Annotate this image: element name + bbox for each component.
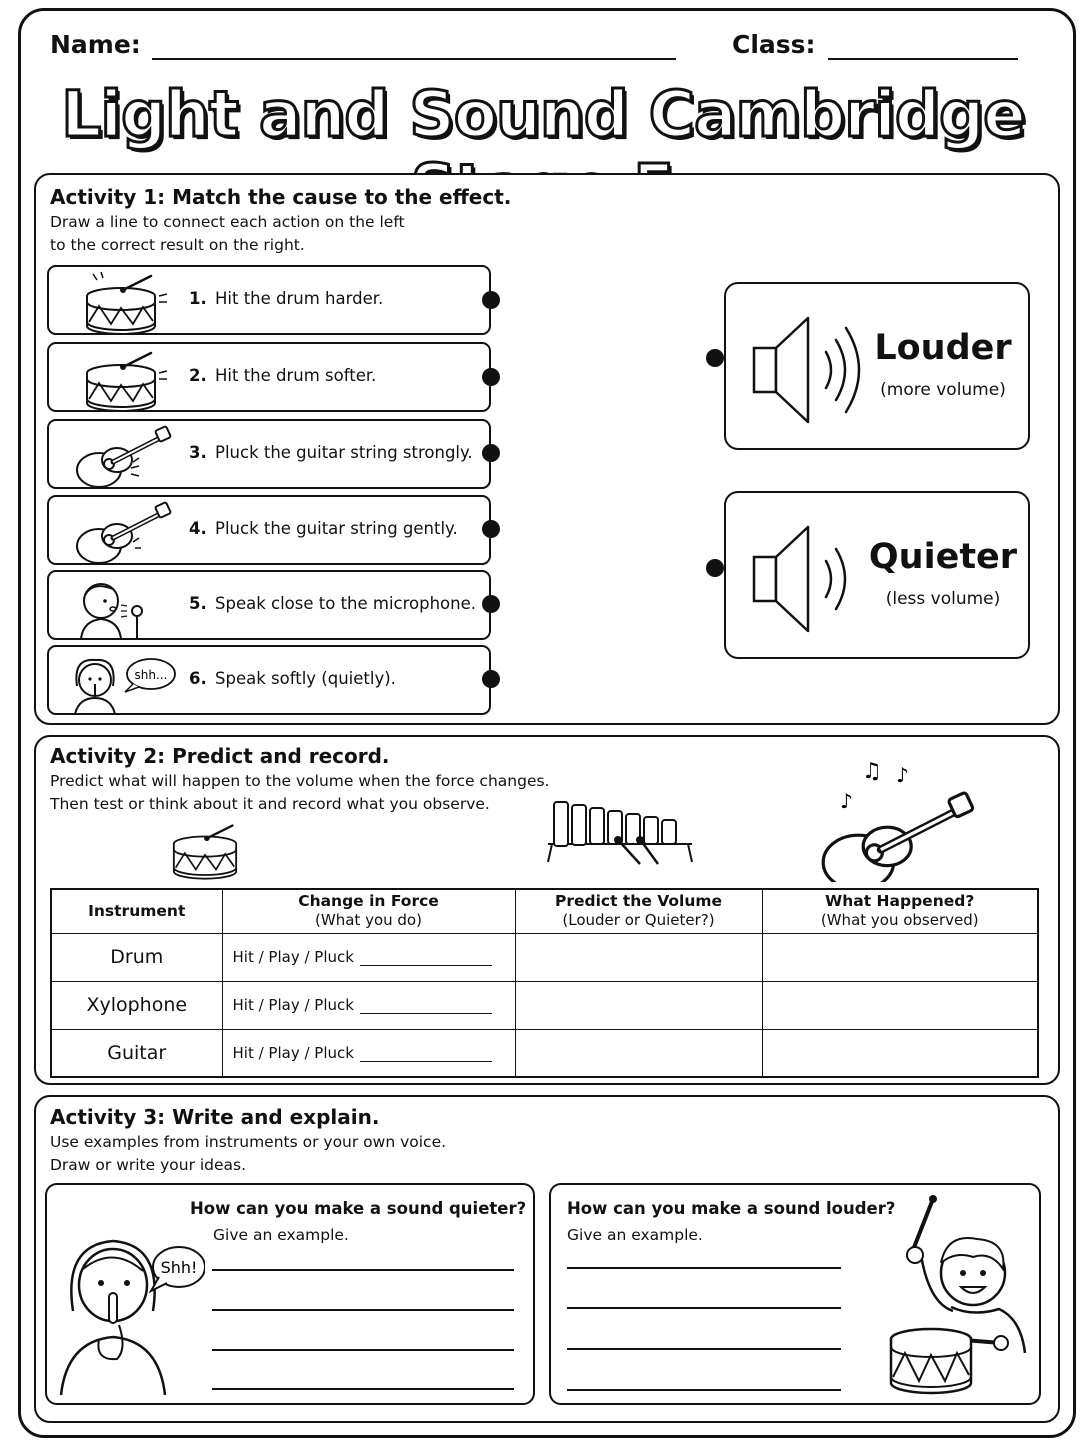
prediction-table [50, 888, 1039, 1078]
speaker-loud-icon [750, 310, 874, 430]
activity2-instruction-2: Then test or think about it and record what you observe. [50, 795, 490, 813]
quieter-sub: Give an example. [213, 1226, 349, 1244]
predict-cell[interactable] [515, 1029, 762, 1077]
drum-icon [59, 347, 179, 411]
quieter-card [45, 1183, 535, 1405]
effect-dot-louder[interactable] [706, 349, 724, 367]
shh-bubble-text: shh... [134, 668, 168, 682]
class-field[interactable] [828, 58, 1018, 60]
cause-dot-3[interactable] [482, 444, 500, 462]
cause-dot-6[interactable] [482, 670, 500, 688]
effect-louder [724, 282, 1030, 450]
table-row [51, 933, 1038, 981]
cause-text: Speak softly (quietly). [215, 669, 396, 688]
drum-icon [59, 270, 179, 334]
cause-item-4 [47, 495, 491, 565]
class-label: Class: [732, 30, 816, 59]
louder-question: How can you make a sound louder? [567, 1199, 896, 1218]
guitar-icon [59, 500, 179, 564]
louder-sub: Give an example. [567, 1226, 703, 1244]
table-row [51, 981, 1038, 1029]
answer-line[interactable] [567, 1267, 841, 1269]
answer-line[interactable] [567, 1307, 841, 1309]
cause-number: 5. [189, 594, 207, 613]
observed-cell[interactable] [762, 1029, 1038, 1077]
effect-label: Quieter [868, 537, 1018, 577]
answer-line[interactable] [212, 1309, 514, 1311]
col-predict-volume: Predict the Volume (Louder or Quieter?) [515, 889, 762, 933]
instrument-cell: Drum [51, 933, 222, 981]
force-cell[interactable]: Hit / Play / Pluck [222, 981, 515, 1029]
answer-line[interactable] [567, 1389, 841, 1391]
instrument-cell: Xylophone [51, 981, 222, 1029]
predict-cell[interactable] [515, 933, 762, 981]
activity1-instruction-1: Draw a line to connect each action on the left [50, 213, 405, 231]
page-title: Light and Sound Cambridge [61, 78, 1025, 151]
cause-item-5 [47, 570, 491, 640]
answer-line[interactable] [567, 1348, 841, 1350]
activity3-instruction-1: Use examples from instruments or your own voice. [50, 1133, 447, 1151]
predict-cell[interactable] [515, 981, 762, 1029]
activity2-instruction-1: Predict what will happen to the volume when the force changes. [50, 772, 550, 790]
cause-number: 6. [189, 669, 207, 688]
cause-item-6 [47, 645, 491, 715]
speaker-quiet-icon [750, 519, 874, 639]
girl-shh-icon [55, 1215, 205, 1395]
cause-dot-2[interactable] [482, 368, 500, 386]
force-cell[interactable]: Hit / Play / Pluck [222, 933, 515, 981]
cause-text: Hit the drum harder. [215, 289, 384, 308]
observed-cell[interactable] [762, 981, 1038, 1029]
cause-number: 2. [189, 366, 207, 385]
cause-dot-4[interactable] [482, 520, 500, 538]
svg-text:♫: ♫ [862, 759, 882, 784]
louder-card [549, 1183, 1041, 1405]
cause-text: Pluck the guitar string strongly. [215, 443, 473, 462]
cause-item-3 [47, 419, 491, 489]
drum-icon [150, 818, 260, 888]
cause-number: 4. [189, 519, 207, 538]
effect-sub: (less volume) [885, 589, 1001, 609]
activity3-heading: Activity 3: Write and explain. [50, 1105, 380, 1129]
activity2-heading: Activity 2: Predict and record. [50, 744, 390, 768]
effect-sub: (more volume) [880, 380, 1006, 400]
cause-item-2 [47, 342, 491, 412]
col-change-force: Change in Force (What you do) [222, 889, 515, 933]
answer-line[interactable] [212, 1388, 514, 1390]
effect-quieter [724, 491, 1030, 659]
cause-text: Hit the drum softer. [215, 366, 377, 385]
girl-shh-icon [59, 650, 179, 714]
name-label: Name: [50, 30, 141, 59]
quieter-question: How can you make a sound quieter? [190, 1199, 527, 1218]
cause-dot-5[interactable] [482, 595, 500, 613]
cause-number: 3. [189, 443, 207, 462]
cause-number: 1. [189, 289, 207, 308]
shh-bubble-text: Shh! [160, 1258, 198, 1277]
activity1-heading: Activity 1: Match the cause to the effect. [50, 185, 512, 209]
answer-line[interactable] [212, 1349, 514, 1351]
effect-label: Louder [874, 328, 1012, 368]
col-instrument: Instrument [51, 889, 222, 933]
guitar-icon [59, 424, 179, 488]
name-field[interactable] [152, 58, 676, 60]
boy-microphone-icon [59, 575, 179, 639]
boy-drumming-icon [881, 1193, 1031, 1401]
cause-text: Pluck the guitar string gently. [215, 519, 458, 538]
cause-item-1 [47, 265, 491, 335]
xylophone-icon [542, 796, 702, 868]
col-what-happened: What Happened? (What you observed) [762, 889, 1038, 933]
cause-dot-1[interactable] [482, 291, 500, 309]
table-row [51, 1029, 1038, 1077]
activity3-instruction-2: Draw or write your ideas. [50, 1156, 247, 1174]
activity1-instruction-2: to the correct result on the right. [50, 236, 305, 254]
effect-dot-quieter[interactable] [706, 559, 724, 577]
cause-text: Speak close to the microphone. [215, 594, 477, 613]
guitar-notes-icon [800, 752, 980, 882]
observed-cell[interactable] [762, 933, 1038, 981]
svg-text:♪: ♪ [896, 763, 909, 787]
instrument-cell: Guitar [51, 1029, 222, 1077]
table-header-row [51, 889, 1038, 933]
svg-text:♪: ♪ [840, 789, 853, 813]
force-cell[interactable]: Hit / Play / Pluck [222, 1029, 515, 1077]
answer-line[interactable] [212, 1269, 514, 1271]
